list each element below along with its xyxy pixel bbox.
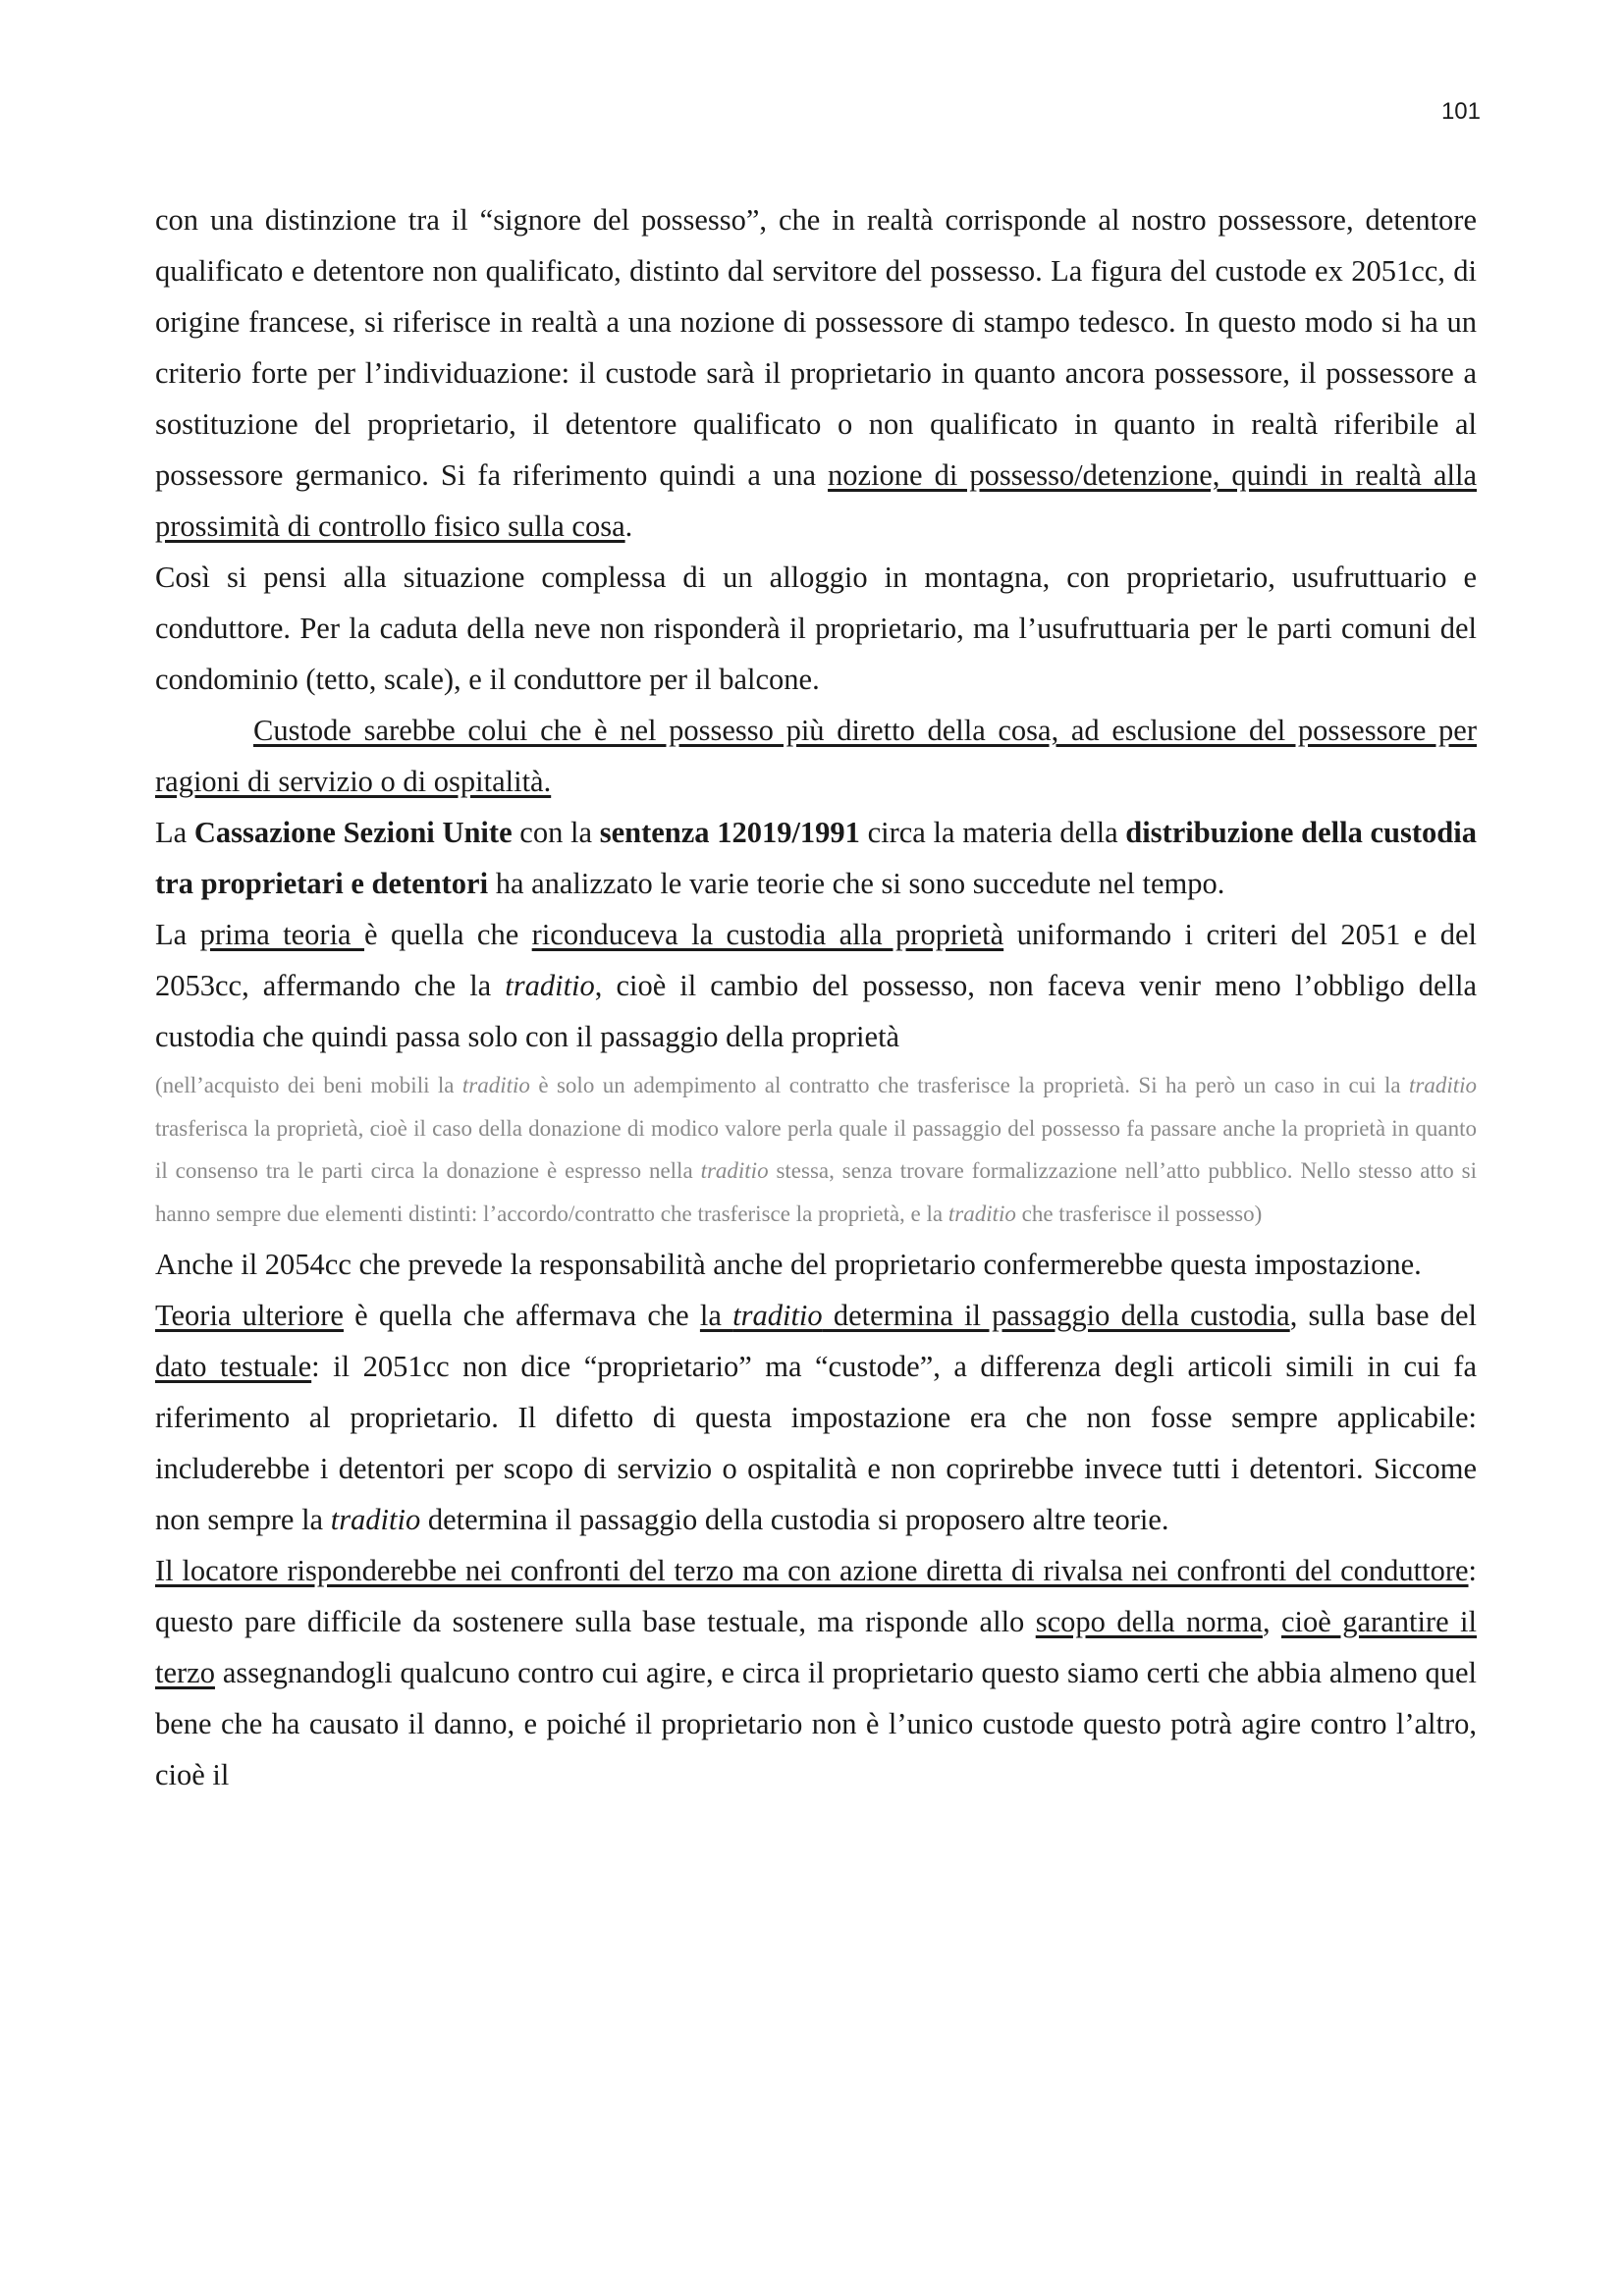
text-run: La — [155, 816, 194, 849]
paragraph-teoria-ulteriore — [155, 1290, 1477, 1545]
bold-text: sentenza 12019/1991 — [599, 816, 860, 849]
text-run: determina il passaggio della custodia — [822, 1299, 1290, 1332]
text-run: è solo un adempimento al contratto che trasferisce la proprietà. Si ha però un caso in cui la — [529, 1073, 1409, 1097]
paragraph-possesso — [155, 194, 1477, 552]
text-run: determina il passaggio della custodia si proposero altre teorie. — [420, 1503, 1169, 1536]
parenthetical-note — [155, 1064, 1477, 1235]
text-run: : il 2051cc non dice “proprietario” ma “custode”, a differenza degli articoli simili in cui fa riferimento al proprietario. Il difetto di questa impostazione era che non fosse sempre applicabile: includerebbe i detentori per scopo di servizio o ospitalità e non coprirebbe invece tutti i detentori. Siccome non sempre la — [155, 1350, 1477, 1536]
text-run: uniformando i criteri del 2051 e del 2053cc, affermando che la — [155, 918, 1477, 1002]
underlined-text — [700, 1299, 1290, 1332]
italic-text: traditio — [461, 1073, 530, 1097]
underlined-text: scopo della norma — [1035, 1605, 1263, 1638]
text-run: trasferisca la proprietà, cioè il caso della donazione di modico valore perla quale il passaggio del possesso fa passare anche la proprietà in quanto il consenso tra le parti circa la donazione è espresso nella — [155, 1115, 1477, 1183]
text-run: , cioè il cambio del possesso, non faceva venir meno l’obbligo della custodia che quindi passa solo con il passaggio della proprietà — [155, 969, 1477, 1053]
document-body — [155, 194, 1477, 1800]
underlined-text: prima teoria — [199, 918, 365, 951]
underlined-text: Custode sarebbe colui che è nel possesso più diretto della cosa, ad esclusione del possessore per ragioni di servizio o di ospitalità. — [155, 714, 1477, 798]
text-run: . — [624, 509, 633, 543]
paragraph-custode-definizione — [155, 705, 1477, 807]
text-run: è quella che — [364, 918, 532, 951]
italic-text: traditio — [732, 1299, 823, 1332]
text-run: è quella che affermava che — [343, 1299, 700, 1332]
text-run: con la — [512, 816, 600, 849]
underlined-text: nozione di possesso/detenzione, quindi in realtà alla prossimità di controllo fisico sulla cosa — [155, 458, 1477, 543]
italic-text: traditio — [1408, 1073, 1477, 1097]
text-run: con una distinzione tra il “signore del possesso”, che in realtà corrisponde al nostro possessore, detentore qualificato e detentore non qualificato, distinto dal servitore del possesso. La figura del custode ex 2051cc, di origine francese, si riferisce in realtà a una nozione di possessore di stampo tedesco. In questo modo si ha un criterio forte per l’individuazione: il custode sarà il proprietario in quanto ancora possessore, il possessore a sostituzione del proprietario, il detentore qualificato o non qualificato in quanto in realtà riferibile al possessore germanico. Si fa riferimento quindi a una — [155, 203, 1477, 492]
text-run: ha analizzato le varie teorie che si sono succedute nel tempo. — [488, 867, 1225, 900]
italic-text: traditio — [330, 1503, 421, 1536]
underlined-text: Il locatore risponderebbe nei confronti del terzo ma con azione diretta di rivalsa nei confronti del conduttore — [155, 1554, 1469, 1587]
text-run: la — [699, 1299, 733, 1332]
text-run: circa la materia della — [859, 816, 1126, 849]
underlined-text: dato testuale — [155, 1350, 312, 1383]
page-number: 101 — [1440, 98, 1481, 125]
text-run: (nell’acquisto dei beni mobili la — [155, 1073, 462, 1097]
italic-text: traditio — [947, 1201, 1016, 1226]
underlined-text: cioè garantire il terzo — [155, 1605, 1477, 1689]
text-run: assegnandogli qualcuno contro cui agire, e circa il proprietario questo siamo certi che abbia almeno quel bene che ha causato il danno, e poiché il proprietario non è l’unico custode questo potrà agire contro l’altro, cioè il — [155, 1656, 1477, 1791]
paragraph-2054cc: Anche il 2054cc che prevede la responsabilità anche del proprietario confermerebbe questa impostazione. — [155, 1248, 1422, 1281]
text-run: stessa, senza trovare formalizzazione nell’atto pubblico. Nello stesso atto si hanno sempre due elementi distinti: l’accordo/contratto che trasferisce la proprietà, e la — [155, 1158, 1478, 1226]
text-run: : questo pare difficile da sostenere sulla base testuale, ma risponde allo — [155, 1554, 1477, 1638]
italic-text: traditio — [700, 1158, 769, 1183]
text-run: , — [1262, 1605, 1282, 1638]
paragraph-alloggio: Così si pensi alla situazione complessa di un alloggio in montagna, con proprietario, usufruttuario e conduttore. Per la caduta della neve non risponderà il proprietario, ma l’usufruttuaria per le parti comuni del condominio (tetto, scale), e il conduttore per il balcone. — [155, 561, 1477, 696]
bold-text: Cassazione Sezioni Unite — [193, 816, 513, 849]
text-run: La — [155, 918, 200, 951]
paragraph-cassazione — [155, 807, 1477, 909]
paragraph-prima-teoria — [155, 909, 1477, 1062]
bold-text: distribuzione della custodia tra proprietari e detentori — [155, 816, 1477, 900]
text-run: , sulla base del — [1289, 1299, 1477, 1332]
paragraph-locatore — [155, 1545, 1477, 1800]
underlined-text: riconduceva la custodia alla proprietà — [531, 918, 1004, 951]
italic-text: traditio — [505, 969, 595, 1002]
text-run: che trasferisce il possesso) — [1015, 1201, 1263, 1226]
underlined-text: Teoria ulteriore — [155, 1299, 344, 1332]
